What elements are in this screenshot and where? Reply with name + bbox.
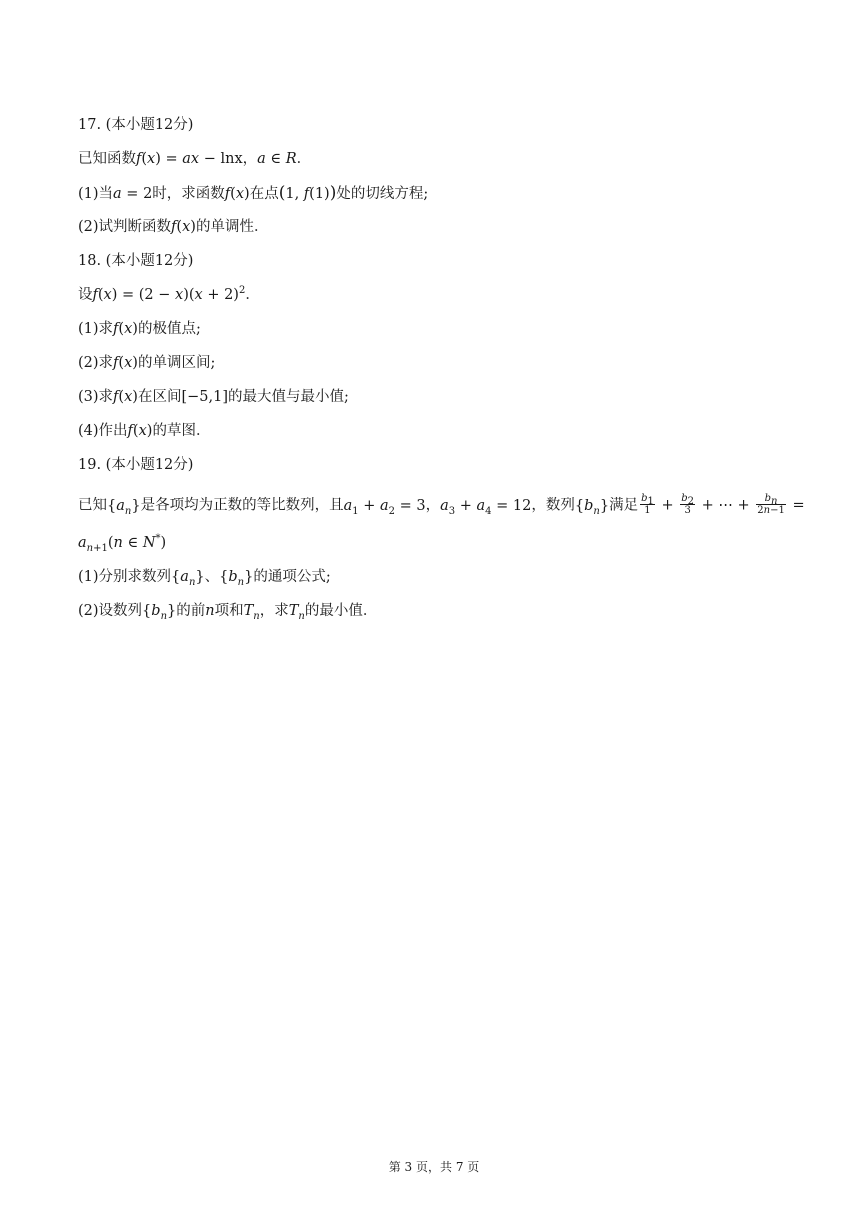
problem-18-part-3: (3)求f(x)在区间[−5,1]的最大值与最小值; (78, 389, 349, 405)
problem-19-part-2: (2)设数列$\{b_n\}$的前n项和$T_n$，求$T_n$的最小值． (78, 603, 378, 622)
problem-18-stem: 设$f(x) = (2 - x)(x + 2)^2$． (78, 285, 260, 303)
problem-17-stem: 已知函数f(x) = ax − lnx，a ∈ R． (78, 151, 312, 167)
problem-17-part-1: (1)当a = 2时，求函数f(x)在点(1, f(1))处的切线方程; (78, 183, 429, 203)
problem-19-part-1: (1)分别求数列$\{a_n\}$、$\{b_n\}$的通项公式; (78, 569, 331, 588)
problem-19-header: 19. (本小题12分) (78, 457, 194, 473)
problem-18-part-2: (2)求f(x)的单调区间; (78, 355, 216, 371)
problem-18-part-1: (1)求f(x)的极值点; (78, 321, 201, 337)
problem-17-header: 17. (本小题12分) (78, 117, 194, 133)
problem-18-header: 18. (本小题12分) (78, 253, 194, 269)
page-footer: 第 3 页，共 7 页 (388, 1160, 480, 1174)
problem-19-stem-line-1: 已知$\{a_n\}$是各项均为正数的等比数列，且$a_1 + a_2 = 3$，$a_3 + a_4 = 12$，数列$\{b_n\}$满足 $\frac{b_1}{1}$ + $\frac{b_2}{3}$ + ⋯ + $\frac{b_n}{2n-1}$ = (78, 493, 805, 517)
problem-19-stem-line-2: $a_{n+1}(n$ ∈ N*) (78, 533, 167, 554)
problem-17-part-2: (2)试判断函数f(x)的单调性． (78, 219, 269, 235)
problem-18-part-4: (4)作出f(x)的草图． (78, 423, 211, 439)
